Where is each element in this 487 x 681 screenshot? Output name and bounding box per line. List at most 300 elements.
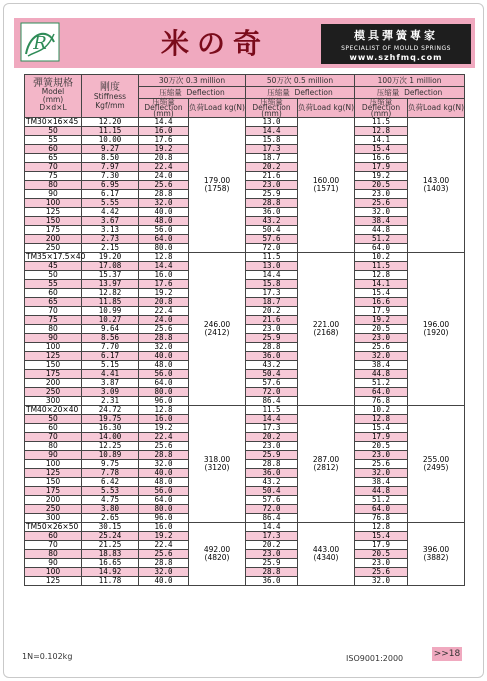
deflection-cell: 17.3 [246, 289, 298, 298]
load-value: 492.00 [203, 545, 231, 554]
deflection-cell: 18.7 [246, 298, 298, 307]
deflection-cell: 51.2 [355, 496, 408, 505]
deflection-cell: 25.6 [355, 343, 408, 352]
deflection-cell: 64.0 [139, 496, 189, 505]
deflection-cell: 76.8 [355, 514, 408, 523]
stiffness-cell: 30.15 [82, 523, 139, 532]
deflection-cell: 40.0 [139, 469, 189, 478]
deflection-cell: 50.4 [246, 370, 298, 379]
deflection-cell: 13.0 [246, 262, 298, 271]
stiffness-cell: 21.25 [82, 541, 139, 550]
subheader-deflection-2: 压缩量Deflection (mm) [246, 99, 298, 118]
stiffness-cell: 12.82 [82, 289, 139, 298]
spec-table-body [25, 118, 465, 586]
deflection-cell: 25.9 [246, 559, 298, 568]
deflection-cell: 12.8 [355, 127, 408, 136]
deflection-cell: 36.0 [246, 352, 298, 361]
model-cell: 55 [25, 280, 82, 289]
load-cell [298, 253, 355, 406]
deflection-cell: 23.0 [246, 325, 298, 334]
deflection-cell: 19.2 [139, 532, 189, 541]
deflection-cell: 72.0 [246, 388, 298, 397]
deflection-cell: 24.0 [139, 316, 189, 325]
stiffness-cell: 12.25 [82, 442, 139, 451]
model-cell: 150 [25, 217, 82, 226]
deflection-cell: 51.2 [355, 235, 408, 244]
deflection-cell: 19.2 [139, 289, 189, 298]
deflection-cell: 40.0 [139, 352, 189, 361]
brand-logo [20, 22, 60, 62]
deflection-cell: 15.4 [355, 424, 408, 433]
model-cell: 45 [25, 262, 82, 271]
model-cell: 150 [25, 361, 82, 370]
stiffness-cell: 7.30 [82, 172, 139, 181]
deflection-cell: 64.0 [355, 244, 408, 253]
stiffness-cell: 18.83 [82, 550, 139, 559]
deflection-cell: 11.5 [246, 406, 298, 415]
deflection-cell: 48.0 [139, 217, 189, 226]
deflection-cell: 36.0 [246, 208, 298, 217]
model-cell: TM30×16×45 [25, 118, 82, 127]
deflection-cell: 15.4 [355, 289, 408, 298]
model-cell: 80 [25, 550, 82, 559]
deflection-cell: 57.6 [246, 235, 298, 244]
stiffness-cell: 12.20 [82, 118, 139, 127]
deflection-cell: 51.2 [355, 379, 408, 388]
model-cell: 70 [25, 433, 82, 442]
deflection-cell: 28.8 [139, 451, 189, 460]
model-cell: 90 [25, 334, 82, 343]
deflection-cell: 96.0 [139, 397, 189, 406]
stiffness-cell: 2.73 [82, 235, 139, 244]
model-cell: 75 [25, 316, 82, 325]
stiffness-cell: 2.15 [82, 244, 139, 253]
model-cell: 60 [25, 424, 82, 433]
deflection-cell: 44.8 [355, 226, 408, 235]
deflection-cell: 16.0 [139, 415, 189, 424]
logo-letter: R [33, 33, 47, 54]
model-cell: 125 [25, 469, 82, 478]
stiffness-cell: 9.27 [82, 145, 139, 154]
deflection-cell: 32.0 [355, 352, 408, 361]
table-row [25, 253, 465, 262]
deflection-cell: 57.6 [246, 496, 298, 505]
deflection-cell: 43.2 [246, 217, 298, 226]
subheader-load-3: 负荷Load kg(N) [408, 99, 465, 118]
deflection-cell: 14.4 [139, 262, 189, 271]
model-cell: TM50×26×50 [25, 523, 82, 532]
header-deflection-2: 压缩量 Deflection [246, 87, 355, 99]
stiffness-cell: 8.56 [82, 334, 139, 343]
stiffness-cell: 13.97 [82, 280, 139, 289]
badge-url: www.szhfmq.com [349, 53, 443, 62]
subheader-load-1: 负荷Load kg(N) [189, 99, 246, 118]
deflection-cell: 86.4 [246, 514, 298, 523]
deflection-cell: 25.9 [246, 334, 298, 343]
deflection-cell: 19.2 [139, 145, 189, 154]
deflection-cell: 16.0 [139, 271, 189, 280]
deflection-cell: 10.2 [355, 253, 408, 262]
deflection-cell: 32.0 [355, 469, 408, 478]
stiffness-cell: 2.65 [82, 514, 139, 523]
stiffness-cell: 7.78 [82, 469, 139, 478]
deflection-cell: 15.4 [355, 145, 408, 154]
deflection-cell: 17.6 [139, 136, 189, 145]
deflection-cell: 43.2 [246, 361, 298, 370]
deflection-cell: 20.5 [355, 325, 408, 334]
deflection-cell: 38.4 [355, 217, 408, 226]
deflection-cell: 28.8 [139, 334, 189, 343]
stiffness-cell: 6.95 [82, 181, 139, 190]
load-value: 443.00 [312, 545, 340, 554]
deflection-cell: 38.4 [355, 478, 408, 487]
deflection-cell: 17.6 [139, 280, 189, 289]
deflection-cell: 56.0 [139, 487, 189, 496]
deflection-cell: 20.5 [355, 181, 408, 190]
stiffness-cell: 10.27 [82, 316, 139, 325]
deflection-cell: 12.8 [139, 253, 189, 262]
model-cell: 250 [25, 388, 82, 397]
deflection-cell: 23.0 [246, 181, 298, 190]
deflection-cell: 40.0 [139, 208, 189, 217]
deflection-cell: 56.0 [139, 226, 189, 235]
load-newton: (2168) [313, 328, 339, 337]
deflection-cell: 16.0 [139, 523, 189, 532]
deflection-cell: 76.8 [355, 397, 408, 406]
deflection-cell: 17.3 [246, 532, 298, 541]
deflection-cell: 16.0 [139, 127, 189, 136]
iso-certification: ISO9001:2000 [346, 654, 404, 663]
deflection-cell: 48.0 [139, 478, 189, 487]
deflection-cell: 23.0 [246, 442, 298, 451]
deflection-cell: 14.1 [355, 280, 408, 289]
stiffness-cell: 9.75 [82, 460, 139, 469]
deflection-cell: 22.4 [139, 541, 189, 550]
load-newton: (1571) [313, 184, 339, 193]
stiffness-cell: 14.92 [82, 568, 139, 577]
deflection-cell: 12.8 [139, 406, 189, 415]
deflection-cell: 15.8 [246, 136, 298, 145]
deflection-cell: 18.7 [246, 154, 298, 163]
stiffness-cell: 3.80 [82, 505, 139, 514]
model-cell: 150 [25, 478, 82, 487]
spring-spec-table [24, 74, 465, 586]
deflection-cell: 23.0 [355, 190, 408, 199]
deflection-cell: 14.1 [355, 136, 408, 145]
model-cell: 200 [25, 379, 82, 388]
model-cell: 200 [25, 235, 82, 244]
model-cell: 175 [25, 487, 82, 496]
model-cell: 175 [25, 370, 82, 379]
deflection-cell: 14.4 [246, 127, 298, 136]
stiffness-cell: 10.99 [82, 307, 139, 316]
stiffness-cell: 3.09 [82, 388, 139, 397]
deflection-cell: 64.0 [139, 235, 189, 244]
deflection-cell: 12.8 [355, 523, 408, 532]
deflection-cell: 22.4 [139, 163, 189, 172]
deflection-cell: 64.0 [139, 379, 189, 388]
deflection-cell: 25.6 [355, 568, 408, 577]
load-newton: (1403) [423, 184, 449, 193]
deflection-cell: 72.0 [246, 505, 298, 514]
deflection-cell: 24.0 [139, 172, 189, 181]
load-newton: (2812) [313, 463, 339, 472]
stiffness-cell: 14.00 [82, 433, 139, 442]
deflection-cell: 23.0 [355, 451, 408, 460]
model-cell: 125 [25, 352, 82, 361]
deflection-cell: 25.6 [355, 460, 408, 469]
model-cell: 80 [25, 325, 82, 334]
deflection-cell: 28.8 [246, 343, 298, 352]
model-cell: 50 [25, 127, 82, 136]
model-cell: 100 [25, 460, 82, 469]
load-cell [408, 118, 465, 253]
stiffness-cell: 25.24 [82, 532, 139, 541]
deflection-cell: 80.0 [139, 244, 189, 253]
deflection-cell: 14.4 [246, 523, 298, 532]
page-number: >>18 [433, 649, 461, 659]
deflection-cell: 21.6 [246, 316, 298, 325]
header-group-0.5m: 50万次 0.5 million [246, 75, 355, 87]
deflection-cell: 28.8 [139, 190, 189, 199]
stiffness-cell: 15.37 [82, 271, 139, 280]
deflection-cell: 32.0 [139, 460, 189, 469]
stiffness-cell: 9.64 [82, 325, 139, 334]
deflection-cell: 22.4 [139, 307, 189, 316]
deflection-cell: 36.0 [246, 577, 298, 586]
deflection-cell: 17.9 [355, 307, 408, 316]
load-newton: (3120) [204, 463, 230, 472]
deflection-cell: 44.8 [355, 370, 408, 379]
stiffness-cell: 3.13 [82, 226, 139, 235]
brand-name: 米の奇 [160, 27, 269, 60]
subheader-deflection-3: 压缩量Deflection (mm) [355, 99, 408, 118]
header-deflection-3: 压缩量 Deflection [355, 87, 465, 99]
deflection-cell: 96.0 [139, 514, 189, 523]
model-cell: 70 [25, 163, 82, 172]
model-cell: 125 [25, 208, 82, 217]
model-cell: 55 [25, 136, 82, 145]
deflection-cell: 25.6 [139, 442, 189, 451]
load-newton: (1920) [423, 328, 449, 337]
stiffness-cell: 11.15 [82, 127, 139, 136]
load-value: 179.00 [203, 176, 231, 185]
load-cell [408, 523, 465, 586]
deflection-cell: 20.2 [246, 163, 298, 172]
deflection-cell: 50.4 [246, 487, 298, 496]
deflection-cell: 20.2 [246, 433, 298, 442]
deflection-cell: 38.4 [355, 361, 408, 370]
stiffness-cell: 4.75 [82, 496, 139, 505]
deflection-cell: 28.8 [139, 559, 189, 568]
deflection-cell: 23.0 [355, 334, 408, 343]
load-value: 196.00 [422, 320, 450, 329]
model-cell: 80 [25, 442, 82, 451]
deflection-cell: 25.6 [139, 181, 189, 190]
table-row [25, 118, 465, 127]
model-cell: 90 [25, 190, 82, 199]
unit-conversion-note: 1N=0.102kg [22, 652, 73, 661]
model-cell: 70 [25, 541, 82, 550]
deflection-cell: 25.6 [139, 325, 189, 334]
stiffness-cell: 19.20 [82, 253, 139, 262]
load-newton: (4340) [313, 553, 339, 562]
deflection-cell: 32.0 [139, 343, 189, 352]
stiffness-cell: 4.42 [82, 208, 139, 217]
load-value: 396.00 [422, 545, 450, 554]
model-cell: TM40×20×40 [25, 406, 82, 415]
stiffness-cell: 5.55 [82, 199, 139, 208]
deflection-cell: 28.8 [246, 460, 298, 469]
model-cell: 65 [25, 154, 82, 163]
model-cell: 50 [25, 415, 82, 424]
load-cell [189, 523, 246, 586]
deflection-cell: 20.2 [246, 541, 298, 550]
brand-badge [321, 24, 471, 64]
deflection-cell: 32.0 [355, 208, 408, 217]
load-cell [298, 118, 355, 253]
model-cell: 300 [25, 514, 82, 523]
model-cell: 100 [25, 568, 82, 577]
deflection-cell: 11.5 [355, 118, 408, 127]
model-cell: 80 [25, 181, 82, 190]
load-value: 221.00 [312, 320, 340, 329]
stiffness-cell: 6.17 [82, 352, 139, 361]
model-cell: 60 [25, 532, 82, 541]
load-cell [298, 406, 355, 523]
model-cell: 300 [25, 397, 82, 406]
stiffness-cell: 17.08 [82, 262, 139, 271]
header-deflection-1: 压缩量 Deflection [139, 87, 246, 99]
deflection-cell: 64.0 [355, 505, 408, 514]
deflection-cell: 17.9 [355, 541, 408, 550]
deflection-cell: 16.6 [355, 154, 408, 163]
load-newton: (1758) [204, 184, 230, 193]
stiffness-cell: 6.17 [82, 190, 139, 199]
model-cell: 125 [25, 577, 82, 586]
deflection-cell: 20.5 [355, 442, 408, 451]
stiffness-cell: 3.87 [82, 379, 139, 388]
deflection-cell: 14.4 [246, 271, 298, 280]
deflection-cell: 40.0 [139, 577, 189, 586]
deflection-cell: 19.2 [355, 316, 408, 325]
deflection-cell: 20.5 [355, 550, 408, 559]
deflection-cell: 28.8 [246, 568, 298, 577]
deflection-cell: 28.8 [246, 199, 298, 208]
badge-title: 模具彈簧專家 [354, 29, 438, 42]
deflection-cell: 13.0 [246, 118, 298, 127]
load-value: 318.00 [203, 455, 231, 464]
model-cell: 250 [25, 505, 82, 514]
deflection-cell: 25.6 [139, 550, 189, 559]
deflection-cell: 12.8 [355, 271, 408, 280]
model-cell: 75 [25, 172, 82, 181]
deflection-cell: 72.0 [246, 244, 298, 253]
deflection-cell: 11.5 [355, 262, 408, 271]
deflection-cell: 20.8 [139, 154, 189, 163]
deflection-cell: 17.3 [246, 145, 298, 154]
load-newton: (2495) [423, 463, 449, 472]
model-cell: 100 [25, 199, 82, 208]
deflection-cell: 80.0 [139, 388, 189, 397]
deflection-cell: 20.2 [246, 307, 298, 316]
stiffness-cell: 7.70 [82, 343, 139, 352]
deflection-cell: 25.9 [246, 451, 298, 460]
deflection-cell: 20.8 [139, 298, 189, 307]
deflection-cell: 22.4 [139, 433, 189, 442]
stiffness-cell: 16.30 [82, 424, 139, 433]
load-cell [408, 406, 465, 523]
deflection-cell: 44.8 [355, 487, 408, 496]
load-newton: (2412) [204, 328, 230, 337]
stiffness-cell: 11.85 [82, 298, 139, 307]
deflection-cell: 17.9 [355, 433, 408, 442]
model-cell: 50 [25, 271, 82, 280]
deflection-cell: 10.2 [355, 406, 408, 415]
stiffness-cell: 3.67 [82, 217, 139, 226]
deflection-cell: 48.0 [139, 361, 189, 370]
model-cell: 200 [25, 496, 82, 505]
load-cell [189, 406, 246, 523]
header-group-0.3m: 30万次 0.3 million [139, 75, 246, 87]
deflection-cell: 17.9 [355, 163, 408, 172]
model-cell: 175 [25, 226, 82, 235]
deflection-cell: 64.0 [355, 388, 408, 397]
stiffness-cell: 10.00 [82, 136, 139, 145]
load-value: 255.00 [422, 455, 450, 464]
deflection-cell: 86.4 [246, 397, 298, 406]
model-cell: 100 [25, 343, 82, 352]
stiffness-cell: 5.53 [82, 487, 139, 496]
model-cell: 65 [25, 298, 82, 307]
model-cell: 90 [25, 559, 82, 568]
deflection-cell: 15.4 [355, 532, 408, 541]
deflection-cell: 16.6 [355, 298, 408, 307]
model-cell: 60 [25, 145, 82, 154]
deflection-cell: 11.5 [246, 253, 298, 262]
deflection-cell: 19.2 [355, 172, 408, 181]
deflection-cell: 17.3 [246, 424, 298, 433]
subheader-deflection-1: 压缩量Deflection (mm) [139, 99, 189, 118]
deflection-cell: 25.6 [355, 199, 408, 208]
deflection-cell: 50.4 [246, 226, 298, 235]
stiffness-cell: 6.42 [82, 478, 139, 487]
header-group-1m: 100万次 1 million [355, 75, 465, 87]
load-value: 246.00 [203, 320, 231, 329]
stiffness-cell: 24.72 [82, 406, 139, 415]
deflection-cell: 43.2 [246, 478, 298, 487]
deflection-cell: 21.6 [246, 172, 298, 181]
load-cell [298, 523, 355, 586]
model-cell: 250 [25, 244, 82, 253]
deflection-cell: 57.6 [246, 379, 298, 388]
deflection-cell: 56.0 [139, 370, 189, 379]
table-row [25, 523, 465, 532]
table-row [25, 406, 465, 415]
header-stiffness: 剛度 Stiffness Kgf/mm [82, 75, 139, 118]
deflection-cell: 14.4 [139, 118, 189, 127]
stiffness-cell: 4.41 [82, 370, 139, 379]
deflection-cell: 23.0 [355, 559, 408, 568]
header-model: 彈簧規格 Model (mm) D×d×L [25, 75, 82, 118]
badge-subtitle: SPECIALIST OF MOULD SPRINGS [341, 45, 451, 52]
model-cell: 60 [25, 289, 82, 298]
stiffness-cell: 2.31 [82, 397, 139, 406]
deflection-cell: 32.0 [355, 577, 408, 586]
stiffness-cell: 16.65 [82, 559, 139, 568]
model-cell: 90 [25, 451, 82, 460]
stiffness-cell: 7.97 [82, 163, 139, 172]
